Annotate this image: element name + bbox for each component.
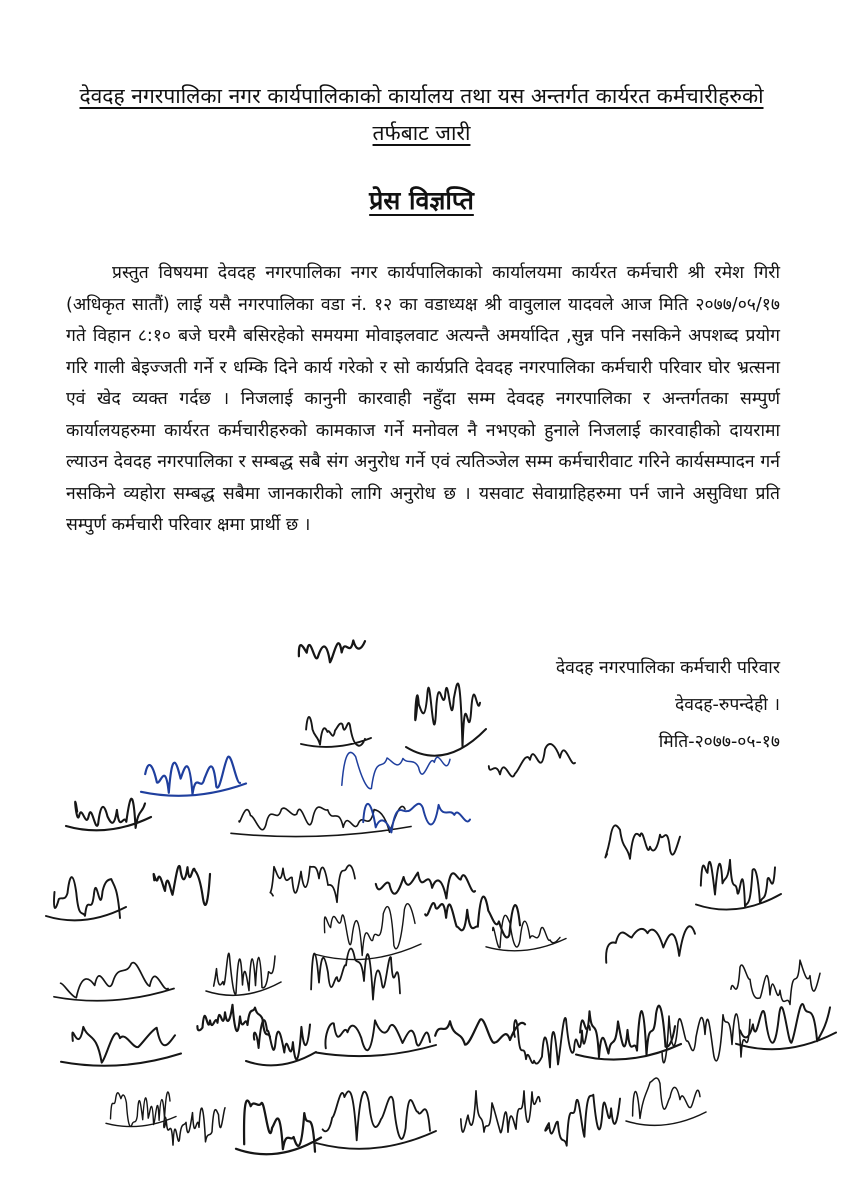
signature-10 — [605, 825, 680, 858]
signature-15 — [696, 860, 781, 910]
signature-17 — [425, 897, 520, 938]
signature-21 — [206, 953, 281, 995]
signature-16 — [316, 904, 421, 960]
signature-19 — [606, 926, 695, 962]
signature-30 — [576, 1006, 681, 1060]
signature-12 — [154, 866, 210, 905]
signature-13 — [270, 865, 355, 902]
signature-4 — [141, 757, 246, 796]
signature-14 — [376, 873, 475, 899]
signature-33 — [164, 1108, 225, 1145]
issuer-heading-line-1: देवदह नगरपालिका नगर कार्यपालिकाको कार्यालय तथा यस अन्तर्गत कार्यरत कर्मचारीहरुको — [79, 84, 764, 108]
signature-28 — [435, 1019, 525, 1045]
closing-organization: देवदह नगरपालिका कर्मचारी परिवार — [555, 658, 780, 678]
issuer-heading-line-2: तर्फबाट जारी — [372, 121, 471, 145]
closing-place: देवदह-रुपन्देही । — [674, 695, 780, 715]
signature-7 — [66, 799, 151, 831]
press-release-body: प्रस्तुत विषयमा देवदह नगरपालिका नगर कार्यपालिकाको कार्यालयमा कार्यरत कर्मचारी श्री रमेश गिरी (अधिकृत सातौं) लाई यसै नगरपालिका वडा नं. १२ का वडाध्यक्ष श्री वावुलाल यादवले आज मिति २०७७/०५/१७ गते विहान ८:१० बजे घरमै बसिरहेको समयमा मोवाइलवाट अत्यन्तै अमर्यादित ,सुन्न पनि नसकिने अपशब्द प्रयोग गरि गाली बेइज्जती गर्ने र धम्कि दिने कार्य गरेको र सो कार्यप्रति देवदह नगरपालिका कर्मचारी परिवार घोर भ्रत्सना एवं खेद व्यक्त गर्दछ । निजलाई कानुनी कारवाही नहुँदा सम्म देवदह नगरपालिका र अन्तर्गतका सम्पुर्ण कार्यालयहरुमा कार्यरत कर्मचारीहरुको कामकाज गर्ने मनोवल नै नभएको हुनाले निजलाई कारवाहीको दायरामा ल्याउन देवदह नगरपालिका र सम्बद्ध सबै संग अनुरोध गर्ने एवं त्यतिञ्जेल सम्म कर्मचारीवाट गरिने कार्यसम्पादन गर्न नसकिने व्यहोरा सम्बद्ध सबैमा जानकारीको लागि अनुरोध छ । यसवाट सेवाग्राहिहरुमा पर्न जाने असुविधा प्रति सम्पुर्ण कर्मचारी परिवार क्षमा प्रार्थी छ । — [66, 263, 780, 535]
signature-11 — [46, 877, 126, 920]
signature-35 — [316, 1091, 436, 1148]
signature-32 — [736, 1004, 836, 1049]
signature-3 — [301, 717, 371, 747]
signature-29 — [514, 1018, 590, 1067]
signature-34 — [236, 1101, 321, 1155]
signature-18 — [486, 915, 566, 950]
signature-31 — [662, 1014, 750, 1063]
signature-26 — [246, 1020, 316, 1065]
signature-27 — [316, 1020, 436, 1056]
issuer-heading — [60, 78, 783, 152]
signature-2 — [406, 684, 486, 756]
signature-6 — [489, 744, 575, 777]
signature-25 — [61, 1027, 181, 1066]
document-title: प्रेस विज्ञप्ति — [369, 186, 474, 215]
signature-38 — [626, 1078, 706, 1125]
signature-9 — [363, 804, 470, 833]
signature-5 — [342, 752, 450, 788]
signature-24 — [197, 1005, 270, 1037]
closing-date: मिति-२०७७-०५-१७ — [658, 732, 780, 752]
signature-20 — [54, 963, 174, 1001]
signature-37 — [545, 1095, 620, 1146]
signatures-area — [40, 615, 840, 1192]
signature-1 — [299, 641, 365, 663]
signature-23 — [731, 960, 820, 1004]
signature-36 — [461, 1091, 540, 1133]
